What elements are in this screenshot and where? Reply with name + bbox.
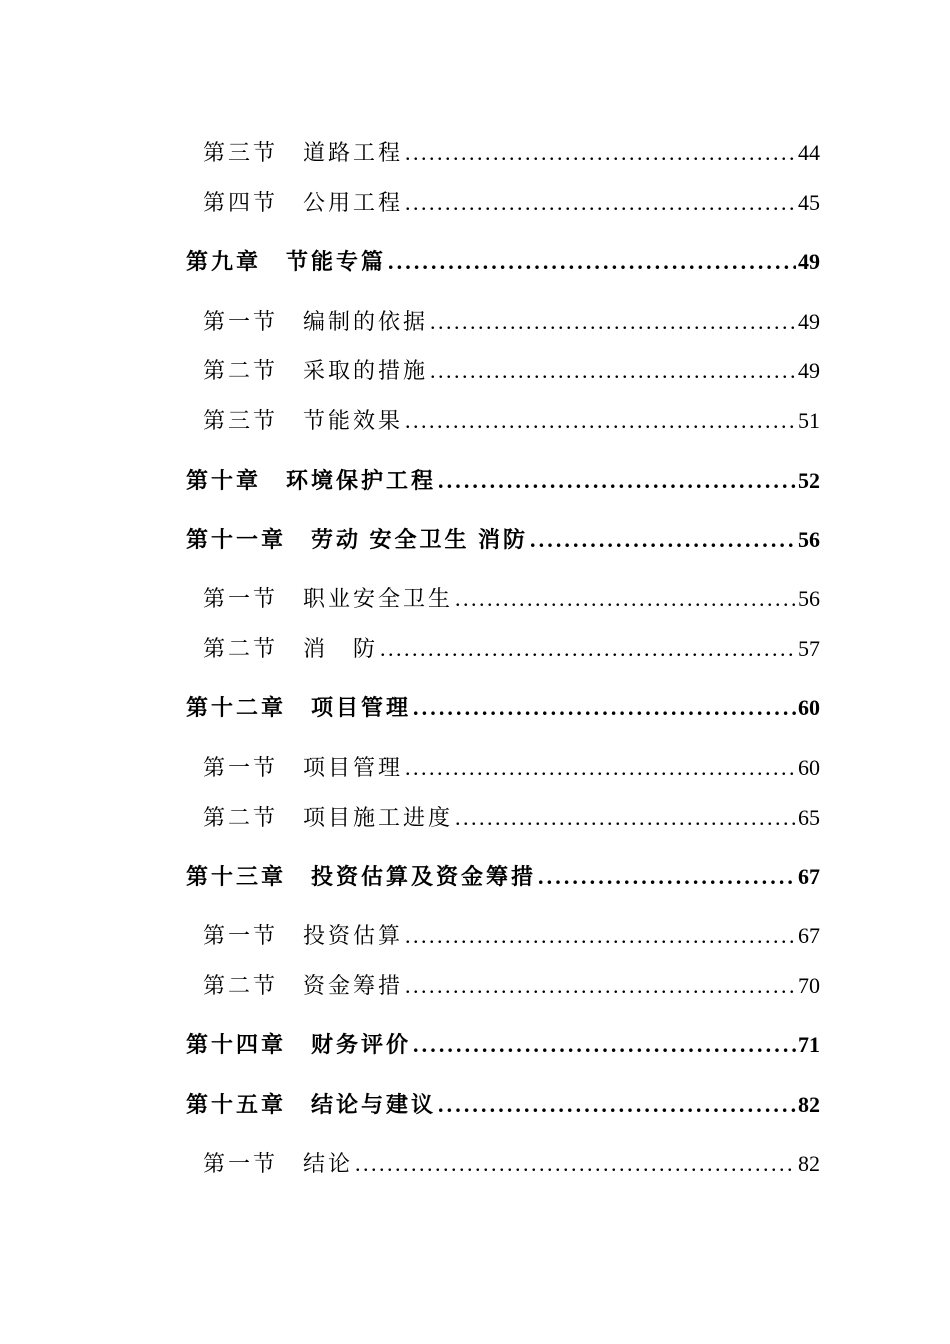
toc-entry-chapter[interactable] bbox=[186, 691, 820, 722]
toc-entry-section[interactable] bbox=[203, 186, 820, 217]
toc-entry-title: 第十二章 项目管理 bbox=[186, 695, 412, 720]
toc-entry-title: 第十一章 劳动 安全卫生 消防 bbox=[186, 527, 529, 552]
toc-dot-leader bbox=[438, 468, 796, 494]
toc-entry-section[interactable] bbox=[203, 919, 820, 950]
toc-entry-chapter[interactable] bbox=[186, 1088, 820, 1119]
toc-page-number: 45 bbox=[798, 190, 820, 215]
toc-page-number: 56 bbox=[798, 527, 820, 552]
toc-entry-section[interactable] bbox=[203, 404, 820, 435]
toc-entry-title: 第四节 公用工程 bbox=[203, 190, 404, 215]
toc-page-number: 49 bbox=[798, 249, 820, 274]
toc-page-number: 70 bbox=[798, 973, 820, 998]
toc-dot-leader bbox=[455, 805, 796, 831]
toc-page-number: 49 bbox=[798, 309, 820, 334]
toc-dot-leader bbox=[405, 408, 796, 434]
toc-entry-title: 第十章 环境保护工程 bbox=[186, 468, 437, 493]
toc-entry-title: 第一节 结论 bbox=[203, 1151, 354, 1176]
toc-page-number: 49 bbox=[798, 358, 820, 383]
toc-entry-title: 第一节 编制的依据 bbox=[203, 309, 429, 334]
toc-entry-chapter[interactable] bbox=[186, 245, 820, 276]
toc-entry-section[interactable] bbox=[203, 969, 820, 1000]
toc-entry-title: 第一节 投资估算 bbox=[203, 923, 404, 948]
toc-entry-title: 第十三章 投资估算及资金筹措 bbox=[186, 864, 537, 889]
toc-entry-title: 第二节 消 防 bbox=[203, 636, 379, 661]
toc-page-number: 44 bbox=[798, 140, 820, 165]
toc-page-number: 60 bbox=[798, 755, 820, 780]
toc-dot-leader bbox=[380, 636, 796, 662]
toc-entry-title: 第二节 资金筹措 bbox=[203, 973, 404, 998]
toc-page-number: 56 bbox=[798, 586, 820, 611]
toc-dot-leader bbox=[413, 695, 796, 721]
toc-entry-title: 第九章 节能专篇 bbox=[186, 249, 387, 274]
toc-entry-chapter[interactable] bbox=[186, 1028, 820, 1059]
toc-entry-section[interactable] bbox=[203, 1147, 820, 1178]
toc-dot-leader bbox=[405, 755, 796, 781]
toc-entry-title: 第一节 项目管理 bbox=[203, 755, 404, 780]
toc-page-number: 67 bbox=[798, 923, 820, 948]
toc-entry-title: 第十四章 财务评价 bbox=[186, 1032, 412, 1057]
toc-dot-leader bbox=[430, 358, 796, 384]
toc-entry-section[interactable] bbox=[203, 801, 820, 832]
toc-entry-chapter[interactable] bbox=[186, 860, 820, 891]
toc-entry-section[interactable] bbox=[203, 354, 820, 385]
toc-entry-title: 第二节 项目施工进度 bbox=[203, 805, 454, 830]
toc-entry-title: 第二节 采取的措施 bbox=[203, 358, 429, 383]
toc-entry-title: 第十五章 结论与建议 bbox=[186, 1092, 437, 1117]
toc-dot-leader bbox=[430, 309, 796, 335]
toc-dot-leader bbox=[438, 1092, 796, 1118]
toc-dot-leader bbox=[405, 190, 796, 216]
toc-entry-title: 第三节 道路工程 bbox=[203, 140, 404, 165]
toc-dot-leader bbox=[455, 586, 796, 612]
toc-page-number: 82 bbox=[798, 1092, 820, 1117]
toc-page-number: 71 bbox=[798, 1032, 820, 1057]
toc-page-number: 52 bbox=[798, 468, 820, 493]
toc-page-number: 65 bbox=[798, 805, 820, 830]
toc-entry-section[interactable] bbox=[203, 582, 820, 613]
toc-dot-leader bbox=[355, 1151, 796, 1177]
toc-dot-leader bbox=[413, 1032, 796, 1058]
toc-entry-chapter[interactable] bbox=[186, 464, 820, 495]
toc-entry-title: 第一节 职业安全卫生 bbox=[203, 586, 454, 611]
toc-dot-leader bbox=[405, 923, 796, 949]
toc-page-number: 82 bbox=[798, 1151, 820, 1176]
toc-entry-title: 第三节 节能效果 bbox=[203, 408, 404, 433]
toc-page-number: 67 bbox=[798, 864, 820, 889]
toc-dot-leader bbox=[405, 140, 796, 166]
toc-entry-section[interactable] bbox=[203, 136, 820, 167]
toc-page-number: 57 bbox=[798, 636, 820, 661]
toc-dot-leader bbox=[530, 527, 796, 553]
toc-dot-leader bbox=[388, 249, 796, 275]
toc-page-number: 60 bbox=[798, 695, 820, 720]
toc-entry-chapter[interactable] bbox=[186, 523, 820, 554]
toc-entry-section[interactable] bbox=[203, 305, 820, 336]
toc-page-number: 51 bbox=[798, 408, 820, 433]
toc-entry-section[interactable] bbox=[203, 751, 820, 782]
toc-dot-leader bbox=[538, 864, 796, 890]
toc-dot-leader bbox=[405, 973, 796, 999]
toc-entry-section[interactable] bbox=[203, 632, 820, 663]
